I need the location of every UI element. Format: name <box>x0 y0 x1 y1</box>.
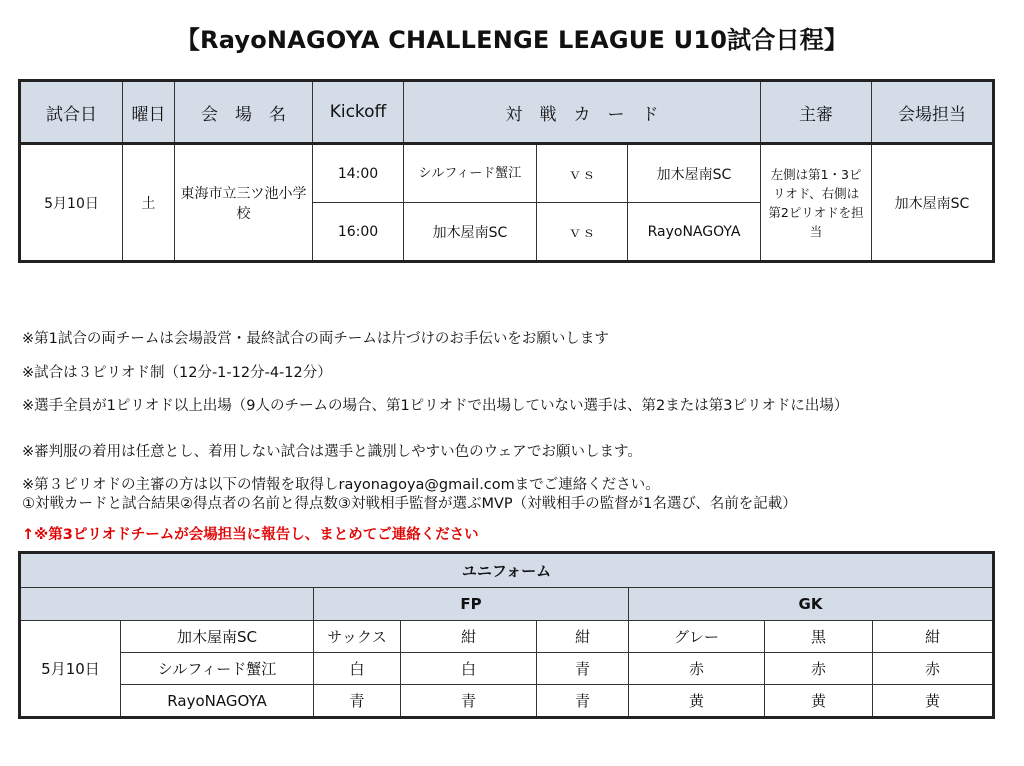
header-day: 曜日 <box>123 81 175 144</box>
gk-color: 赤 <box>765 653 873 685</box>
note-periods: ※試合は３ピリオド制（12分-1-12分-4-12分） <box>22 365 332 381</box>
gk-color: 紺 <box>873 621 994 653</box>
match-row <box>20 144 994 203</box>
match-date: 5月10日 <box>20 144 123 262</box>
header-date: 試合日 <box>20 81 123 144</box>
uniform-row <box>20 621 994 653</box>
uniform-title-row <box>20 553 994 588</box>
away-team: 加木屋南SC <box>628 144 761 203</box>
uniform-row <box>20 685 994 718</box>
fp-color: 青 <box>401 685 537 718</box>
vs-label: ｖｓ <box>537 144 628 203</box>
header-referee: 主審 <box>761 81 872 144</box>
gk-header: GK <box>629 588 994 621</box>
match-day: 土 <box>123 144 175 262</box>
gk-color: 赤 <box>873 653 994 685</box>
uniform-date: 5月10日 <box>20 621 121 718</box>
fp-color: 紺 <box>401 621 537 653</box>
fp-color: 青 <box>314 685 401 718</box>
venue-staff: 加木屋南SC <box>872 144 994 262</box>
team-name: RayoNAGOYA <box>121 685 314 718</box>
referee-note: 左側は第1・3ピリオド、右側は第2ピリオドを担当 <box>761 144 872 262</box>
fp-color: 青 <box>537 653 629 685</box>
note-report: ※第３ピリオドの主審の方は以下の情報を取得しrayonagoya@gmail.comまでご連絡ください。 <box>22 477 660 493</box>
red-note: ↑※第3ピリオドチームが会場担当に報告し、まとめてご連絡ください <box>22 527 479 543</box>
uniform-header-row <box>20 588 994 621</box>
home-team: 加木屋南SC <box>404 203 537 262</box>
gk-color: 黒 <box>765 621 873 653</box>
header-matchup: 対 戦 カ ー ド <box>404 81 761 144</box>
uniform-row <box>20 653 994 685</box>
note-referee-attire: ※審判服の着用は任意とし、着用しない試合は選手と識別しやすい色のウェアでお願いします。 <box>22 444 642 460</box>
header-venue-staff: 会場担当 <box>872 81 994 144</box>
schedule-header-row <box>20 81 994 144</box>
uniform-title: ユニフォーム <box>20 553 994 588</box>
fp-color: 紺 <box>537 621 629 653</box>
gk-color: 赤 <box>629 653 765 685</box>
fp-color: 青 <box>537 685 629 718</box>
vs-label: ｖｓ <box>537 203 628 262</box>
gk-color: グレー <box>629 621 765 653</box>
note-report-items: ①対戦カードと試合結果②得点者の名前と得点数③対戦相手監督が選ぶMVP（対戦相手の監督が1名選び、名前を記載） <box>22 496 797 512</box>
team-name: 加木屋南SC <box>121 621 314 653</box>
fp-color: 白 <box>401 653 537 685</box>
home-team: シルフィード蟹江 <box>404 144 537 203</box>
kickoff-time: 16:00 <box>313 203 404 262</box>
fp-header: FP <box>314 588 629 621</box>
gk-color: 黄 <box>873 685 994 718</box>
venue-name: 東海市立三ツ池小学校 <box>175 144 313 262</box>
page-title: 【RayoNAGOYA CHALLENGE LEAGUE U10試合日程】 <box>175 26 849 54</box>
header-venue: 会 場 名 <box>175 81 313 144</box>
fp-color: 白 <box>314 653 401 685</box>
gk-color: 黄 <box>765 685 873 718</box>
away-team: RayoNAGOYA <box>628 203 761 262</box>
uniform-table <box>18 551 995 719</box>
fp-color: サックス <box>314 621 401 653</box>
note-setup: ※第1試合の両チームは会場設営・最終試合の両チームは片づけのお手伝いをお願いします <box>22 331 609 347</box>
uniform-header-blank <box>20 588 314 621</box>
header-kickoff: Kickoff <box>313 81 404 144</box>
kickoff-time: 14:00 <box>313 144 404 203</box>
schedule-table <box>18 79 995 263</box>
note-playing-time: ※選手全員が1ピリオド以上出場（9人のチームの場合、第1ピリオドで出場していない選手は、第2または第3ピリオドに出場） <box>22 398 849 414</box>
gk-color: 黄 <box>629 685 765 718</box>
team-name: シルフィード蟹江 <box>121 653 314 685</box>
